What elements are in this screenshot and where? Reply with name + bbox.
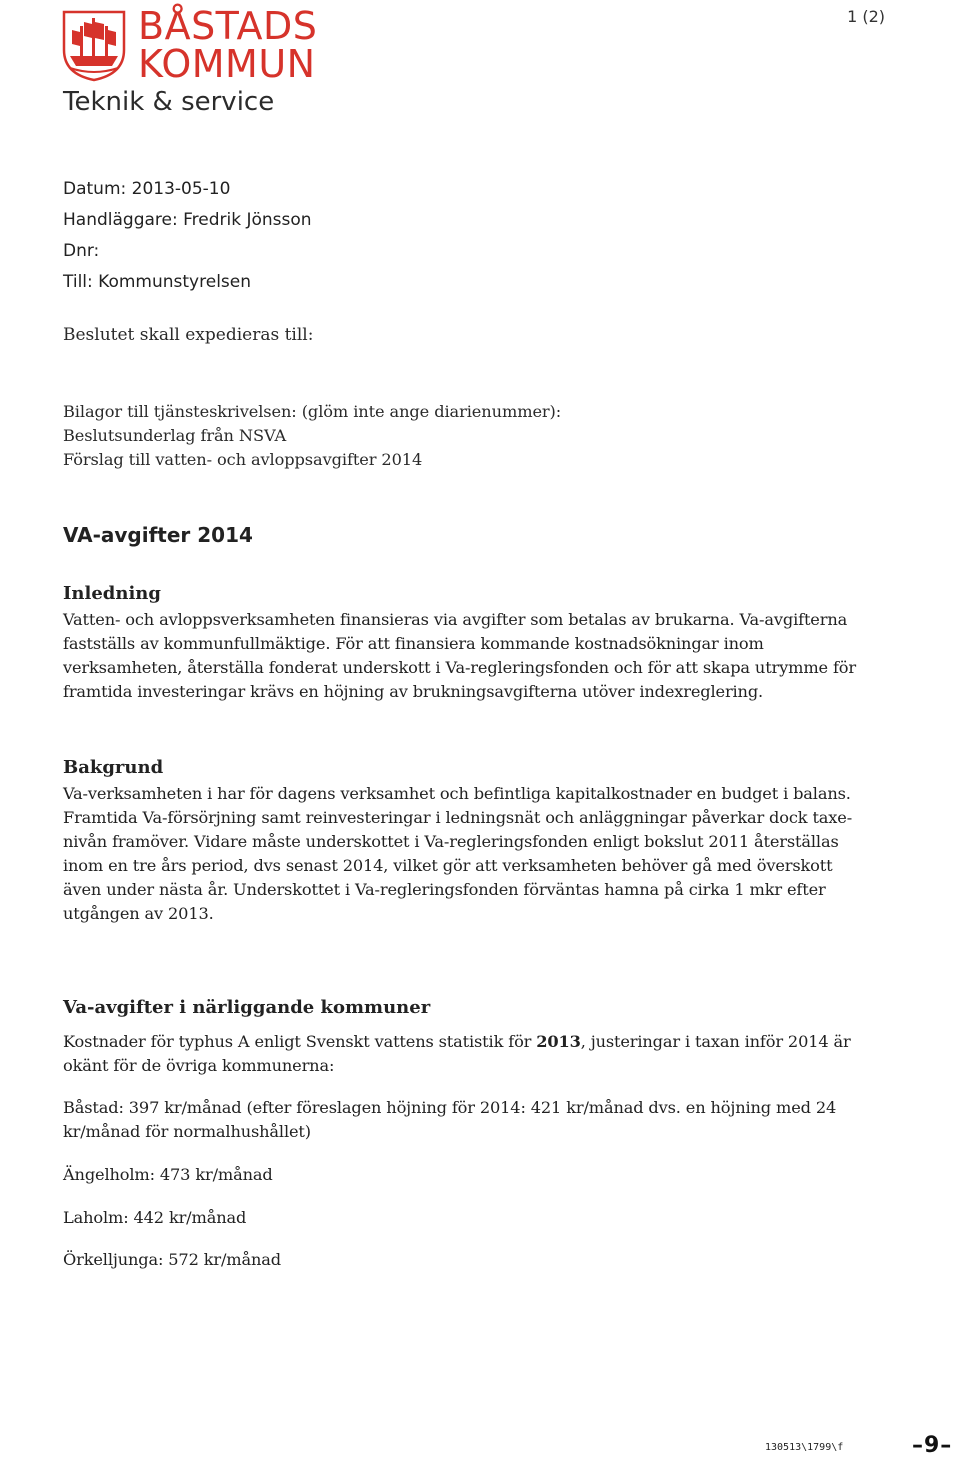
section-intro-kommuner bbox=[63, 1030, 878, 1078]
section-heading-inledning: Inledning bbox=[63, 583, 161, 604]
section-heading-kommuner: Va-avgifter i närliggande kommuner bbox=[63, 997, 431, 1018]
section-text-bakgrund bbox=[63, 782, 853, 926]
footer-page-number: –9– bbox=[912, 1433, 953, 1458]
date-field: Datum: 2013-05-10 bbox=[63, 179, 231, 199]
dnr-field: Dnr: bbox=[63, 241, 100, 261]
section-heading-bakgrund: Bakgrund bbox=[63, 757, 164, 778]
attachments-heading: Bilagor till tjänsteskrivelsen: (glöm inte ange diarienummer): bbox=[63, 402, 562, 421]
paragraph: Vatten- och avloppsverksamheten finansieras via avgifter som betalas av brukarna. Va-avgifterna fastställs av kommunfullmäktige. För att finansiera kommande kostnadsökningar inom verksamheten, återställa fonderat underskott i Va-regleringsfonden och för att skapa utrymme för framtida investeringar krävs en höjning av brukningsavgifterna utöver indexreglering. bbox=[63, 610, 856, 701]
entry-text: Örkelljunga: 572 kr/månad bbox=[63, 1250, 281, 1269]
entry-text: Laholm: 442 kr/månad bbox=[63, 1208, 247, 1227]
intro-text-before: Kostnader för typhus A enligt Svenskt vattens statistik för bbox=[63, 1032, 537, 1051]
intro-year: 2013 bbox=[536, 1032, 581, 1051]
handler-field: Handläggare: Fredrik Jönsson bbox=[63, 210, 312, 230]
dispatch-line: Beslutet skall expedieras till: bbox=[63, 325, 314, 345]
org-name-line1: BÅSTADS bbox=[138, 4, 318, 48]
recipient-field: Till: Kommunstyrelsen bbox=[63, 272, 252, 292]
org-name-line2: KOMMUN bbox=[138, 42, 316, 86]
attachment-item: Förslag till vatten- och avloppsavgifter 2014 bbox=[63, 450, 423, 469]
entry-text: Båstad: 397 kr/månad (efter föreslagen höjning för 2014: 421 kr/månad dvs. en höjning med 24 kr/månad för normalhushållet) bbox=[63, 1098, 837, 1141]
municipality-entry bbox=[63, 1248, 863, 1272]
document-title: VA-avgifter 2014 bbox=[63, 523, 253, 547]
department-name: Teknik & service bbox=[63, 87, 275, 117]
intro-text-after: , justeringar i taxan inför 2014 är okänt för de övriga kommunerna: bbox=[63, 1032, 851, 1075]
entry-text: Ängelholm: 473 kr/månad bbox=[63, 1165, 273, 1184]
page-indicator: 1 (2) bbox=[847, 7, 885, 26]
section-text-inledning bbox=[63, 608, 863, 704]
municipality-entry bbox=[63, 1163, 863, 1187]
paragraph: Va-verksamheten i har för dagens verksamhet och befintliga kapitalkostnader en budget i balans. Framtida Va-försörjning samt reinvesteringar i ledningsnät och anläggningar påverkar dock taxe-nivån framöver. Vidare måste underskottet i Va-regleringsfonden enligt bokslut 2011 återställas inom en tre års period, dvs senast 2014, vilket gör att verksamheten behöver gå med överskott även under nästa år. Underskottet i Va-regleringsfonden förväntas hamna på cirka 1 mkr efter utgången av 2013. bbox=[63, 784, 853, 923]
attachment-item: Beslutsunderlag från NSVA bbox=[63, 426, 287, 445]
ship-crest-icon bbox=[62, 10, 126, 82]
paragraph bbox=[63, 1030, 878, 1078]
municipality-entry bbox=[63, 1206, 863, 1230]
municipality-entry bbox=[63, 1096, 878, 1144]
footer-reference-code: 130513\1799\f bbox=[765, 1442, 844, 1453]
